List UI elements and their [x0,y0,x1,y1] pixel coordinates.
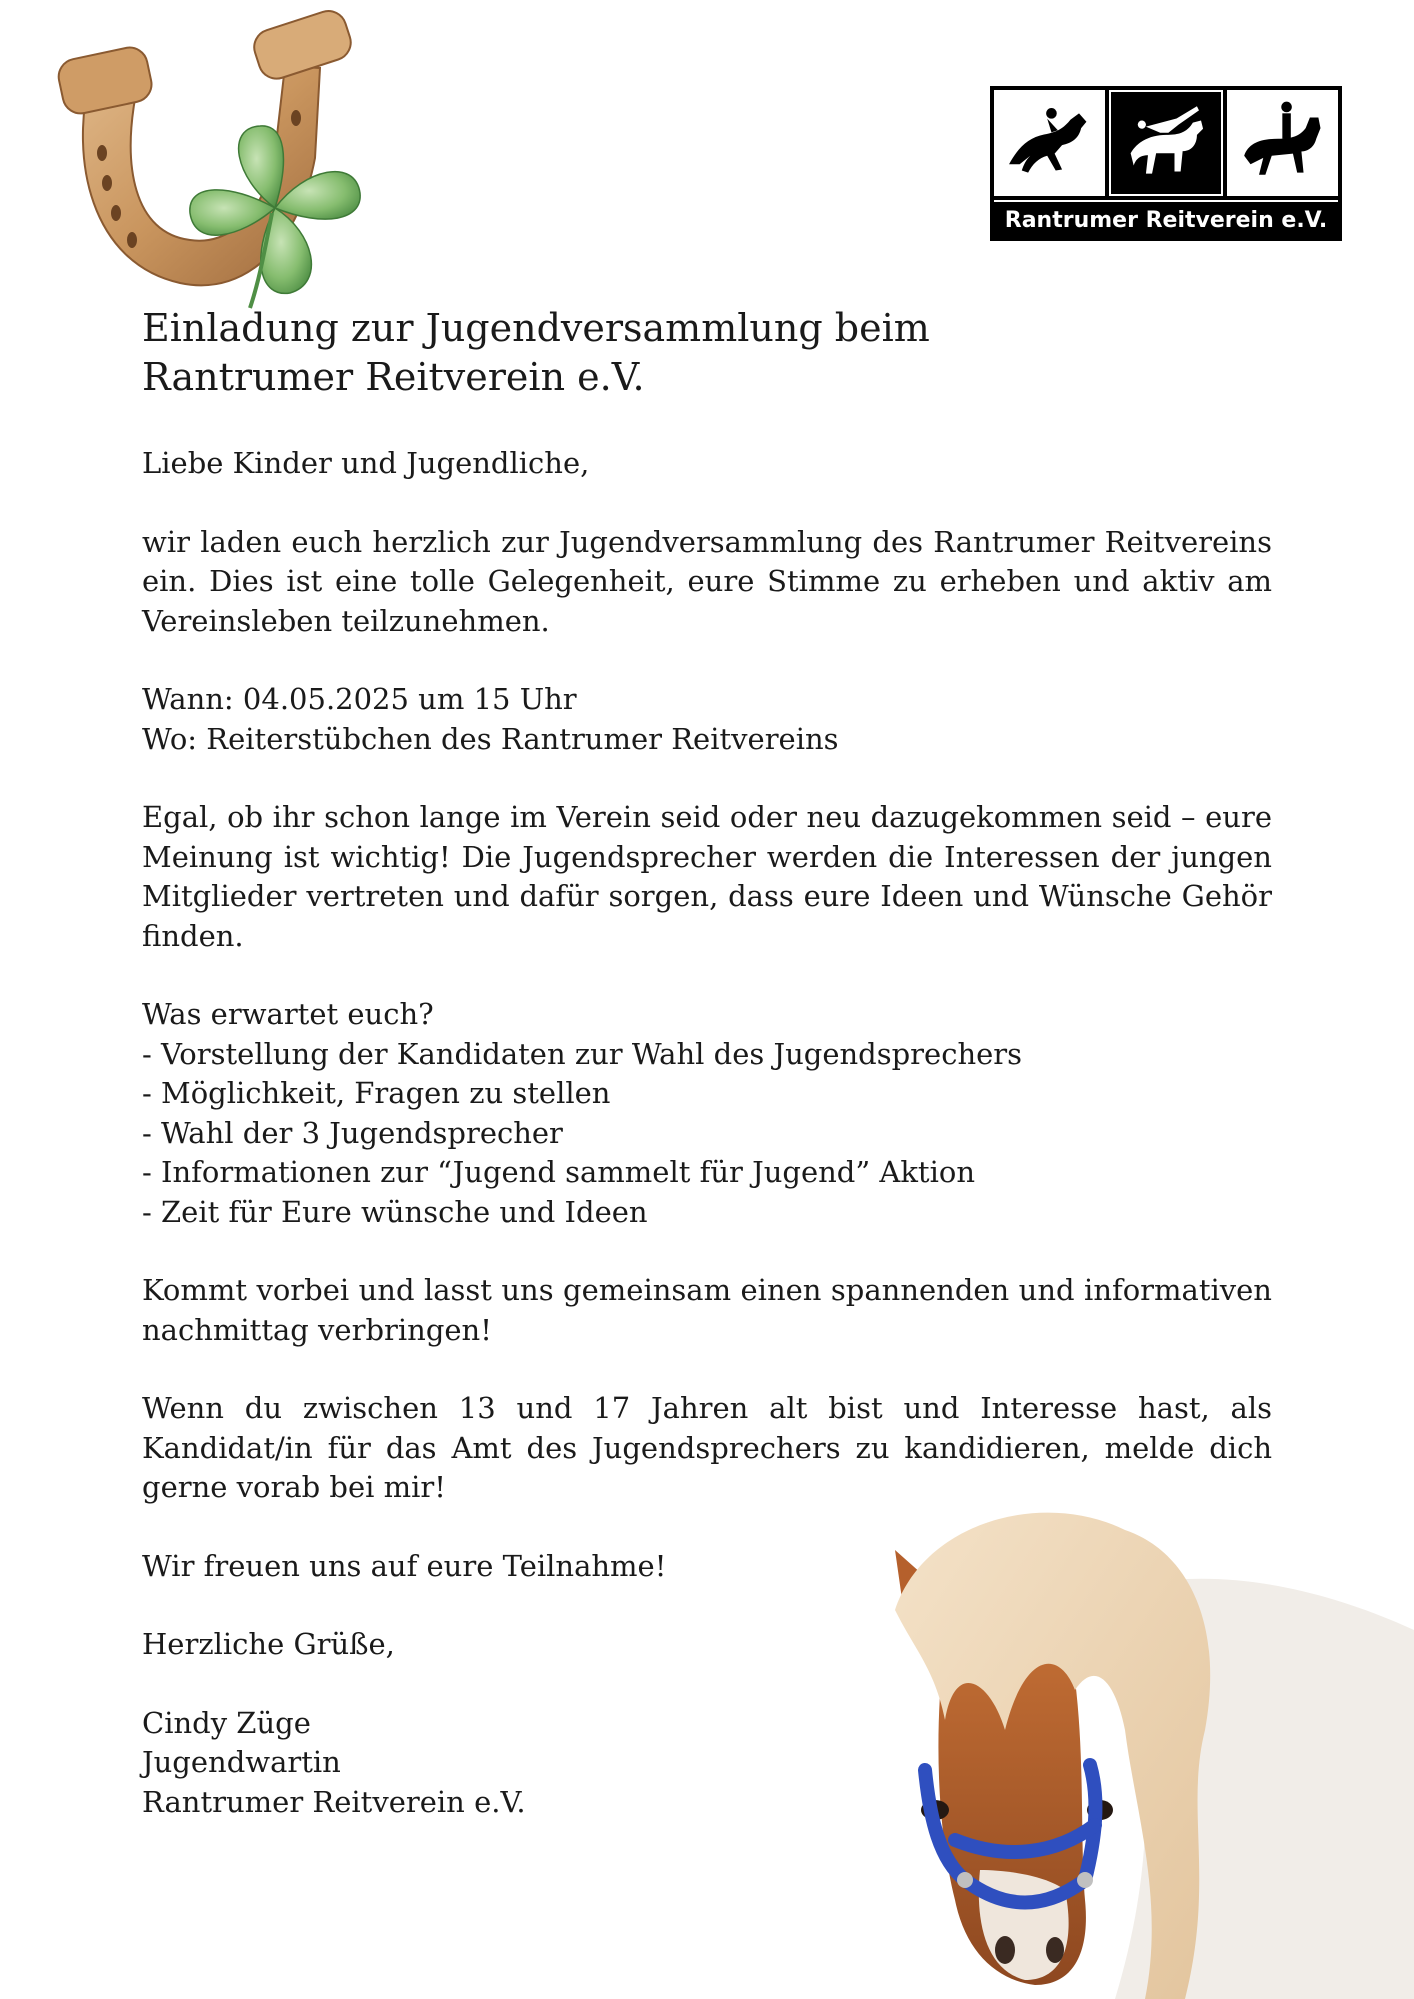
pony-icon [885,1480,1414,1999]
closing: Herzliche Grüße, [142,1627,395,1661]
come-by-paragraph: Kommt vorbei und lasst uns gemeinsam einen spannenden und informativen nachmittag verbringen! [142,1273,1272,1347]
agenda-item: - Möglichkeit, Fragen zu stellen [142,1076,611,1110]
signature-role: Jugendwartin [142,1745,341,1779]
agenda-item: - Wahl der 3 Jugendsprecher [142,1115,563,1150]
agenda [142,995,1272,1232]
salutation: Liebe Kinder und Jugendliche, [142,446,590,480]
agenda-list [142,1035,1272,1233]
logo-club-name: Rantrumer Reitverein e.V. [1004,208,1328,233]
vaulting-icon [1109,90,1224,196]
page-title [142,304,1272,402]
signature-name: Cindy Züge [142,1705,311,1740]
agenda-item: - Zeit für Eure wünsche und Ideen [142,1194,648,1229]
dressage-icon [1227,90,1338,196]
signature-org: Rantrumer Reitverein e.V. [142,1784,526,1819]
show-jumping-icon [994,90,1105,196]
event-when: Wann: 04.05.2025 um 15 Uhr [142,682,577,716]
event-details [142,680,1272,759]
intro-paragraph: wir laden euch herzlich zur Jugendversammlung des Rantrumer Reitvereins ein. Dies ist eine tolle Gelegenheit, eure Stimme zu erheben und aktiv am Vereinsleben teilzunehmen. [142,524,1272,638]
candidates-paragraph: Wenn du zwischen 13 und 17 Jahren alt bist und Interesse hast, als Kandidat/in für das Amt des Jugendsprechers zu kandidieren, melde dich gerne vorab bei mir! [142,1391,1272,1504]
looking-forward: Wir freuen uns auf eure Teilnahme! [142,1548,667,1583]
title-line-2: Rantrumer Reitverein e.V. [142,355,645,399]
agenda-item: - Informationen zur “Jugend sammelt für Jugend” Aktion [142,1155,975,1189]
title-line-1: Einladung zur Jugendversammlung beim [142,306,930,350]
horseshoe-clover-icon [50,8,390,313]
agenda-heading: Was erwartet euch? [142,997,434,1031]
agenda-item: - Vorstellung der Kandidaten zur Wahl des Jugendsprechers [142,1036,1023,1071]
club-logo [990,86,1342,241]
opinion-paragraph: Egal, ob ihr schon lange im Verein seid oder neu dazugekommen seid – eure Meinung ist wichtig! Die Jugendsprecher werden die Interessen der jungen Mitglieder vertreten und dafür sorgen, dass eure Ideen und Wünsche Gehör finden. [142,800,1272,953]
event-where: Wo: Reiterstübchen des Rantrumer Reitvereins [142,721,839,756]
